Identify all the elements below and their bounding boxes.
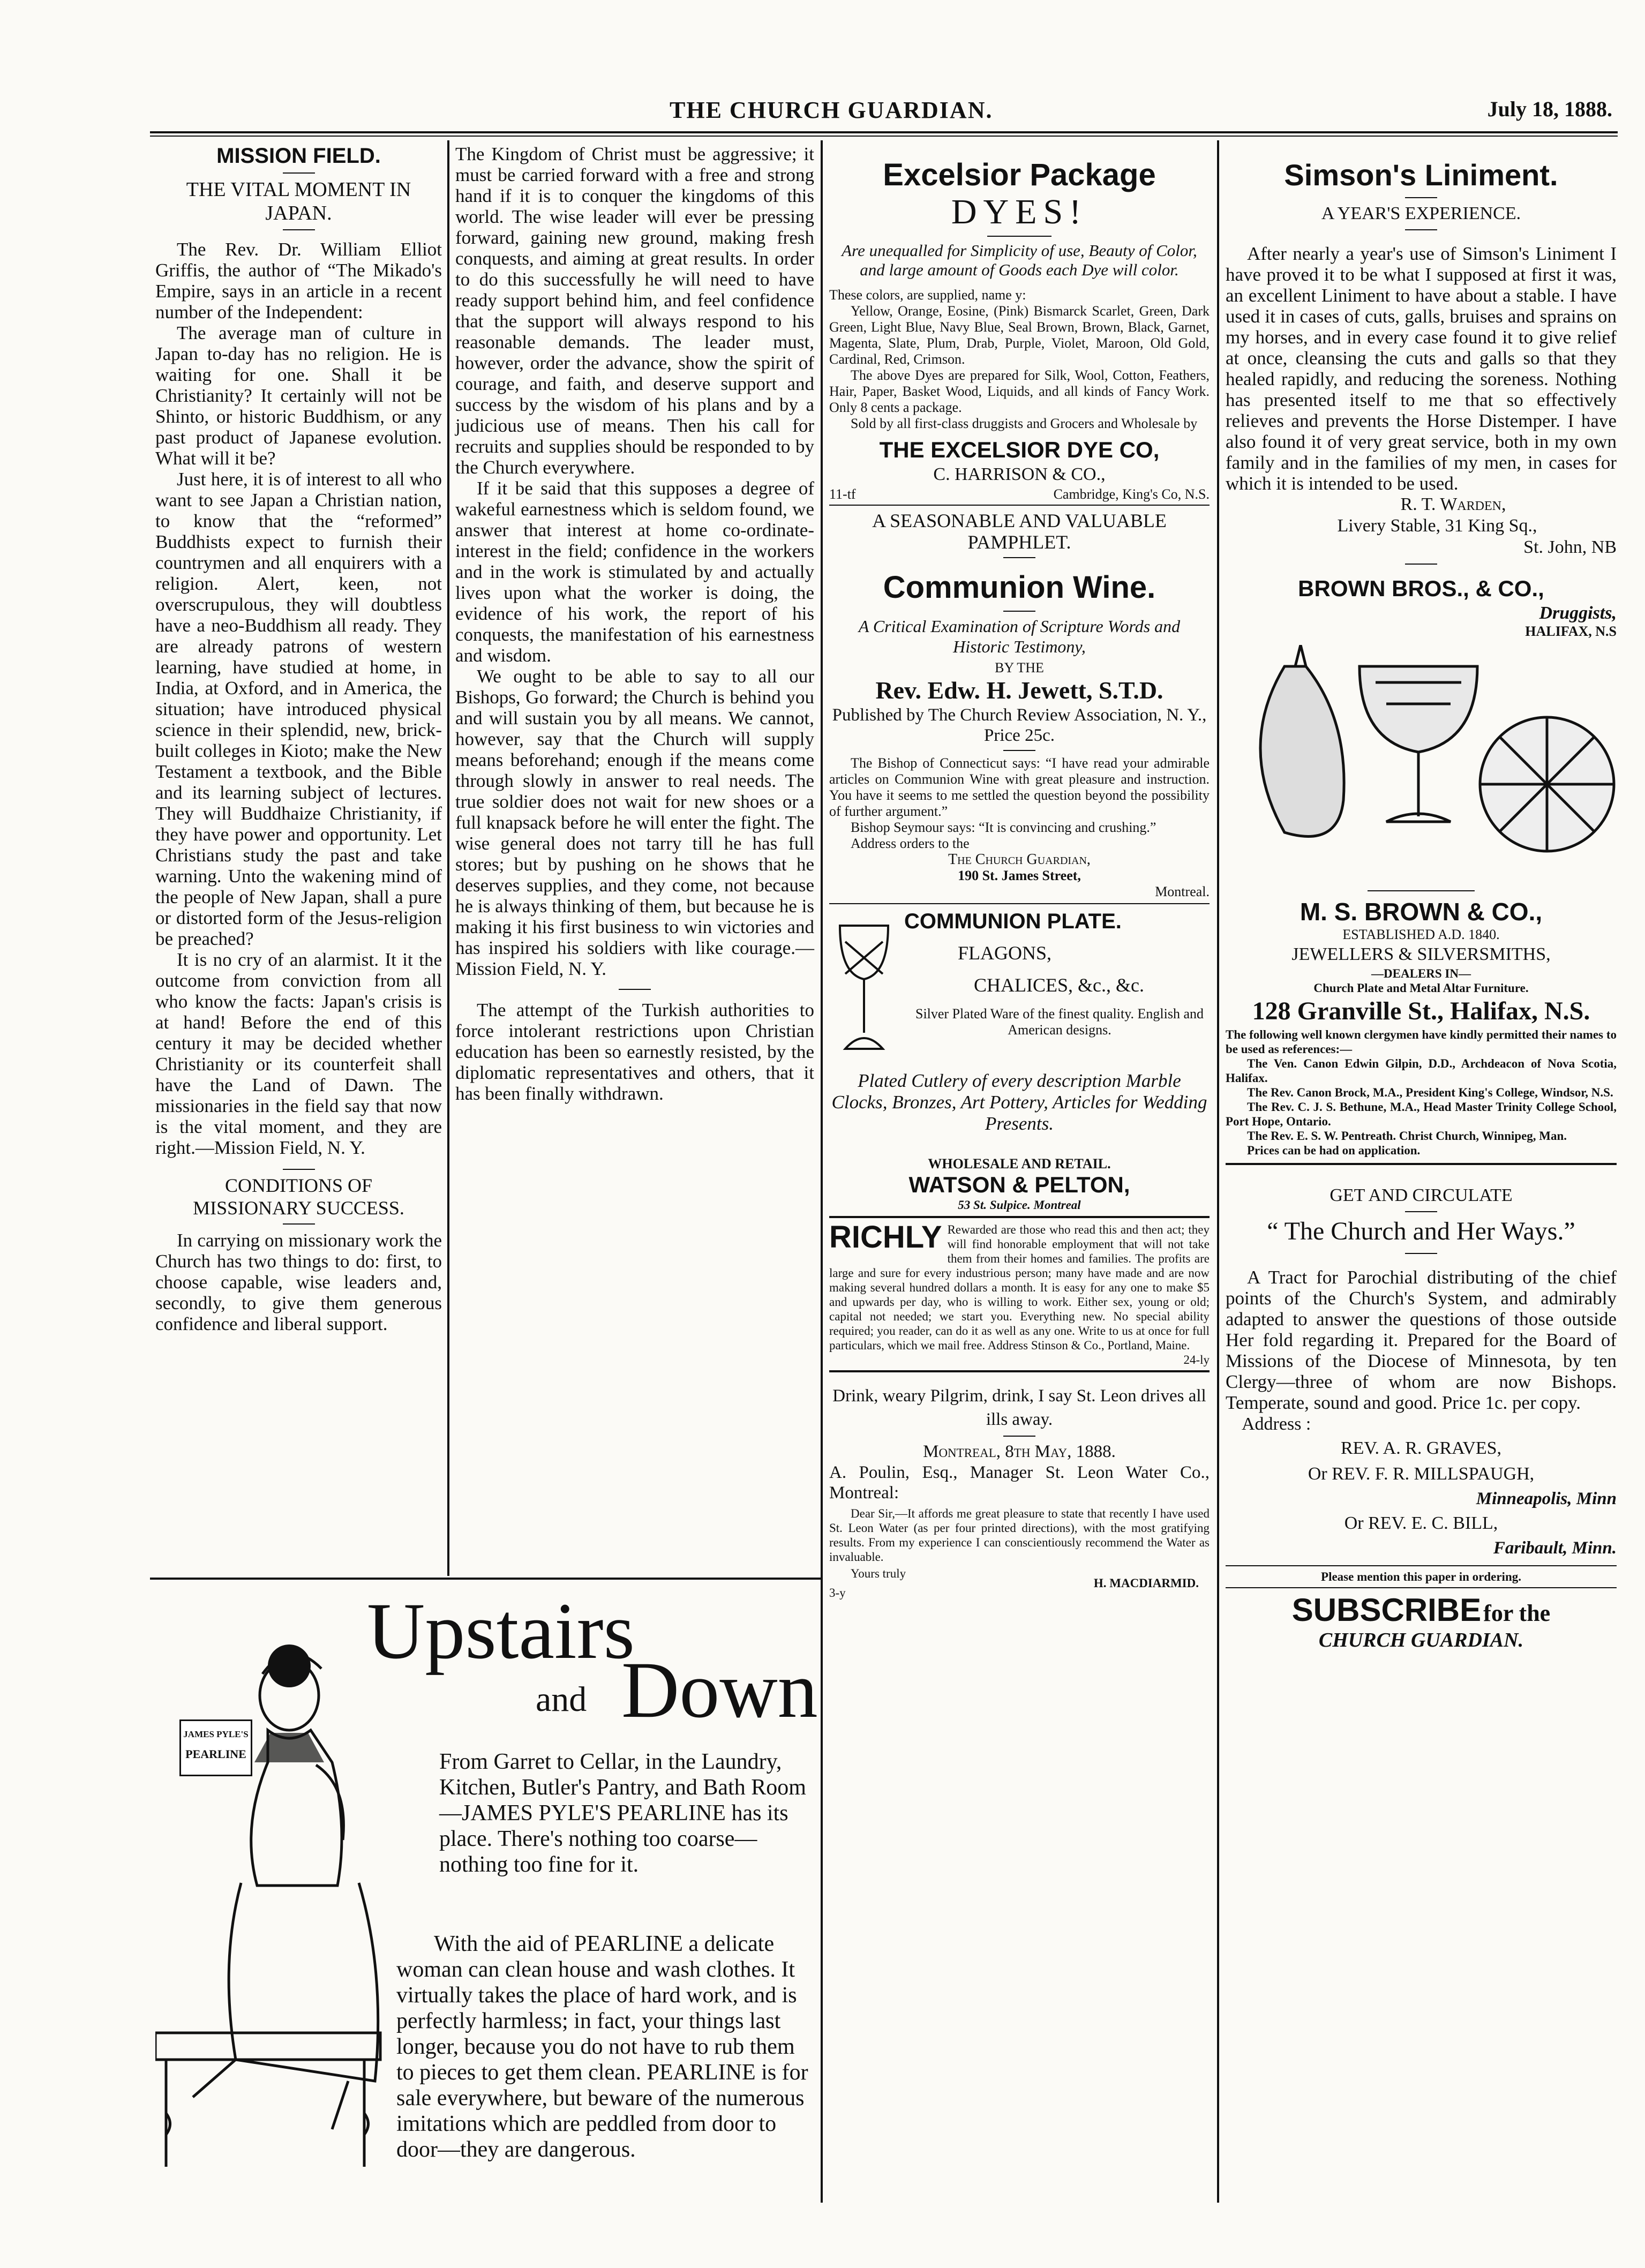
dyes-body: These colors, are supplied, name y: <box>829 287 1026 303</box>
dyes-company-2: C. HARRISON & CO., <box>933 464 1106 484</box>
dyes-tagline: Are unequalled for Simplicity of use, Beauty of Color, and large amount of Goods each Dye will color. <box>842 241 1197 279</box>
box-label-1: JAMES PYLE'S <box>183 1729 249 1739</box>
rule <box>1003 750 1035 751</box>
col-rule-2 <box>821 140 823 2203</box>
wine-publisher: Published by The Church Review Association, N. Y., Price 25c. <box>832 705 1207 745</box>
wine-body: Address orders to the <box>851 836 970 851</box>
column-2 <box>455 144 814 1104</box>
rule <box>829 1370 1210 1372</box>
rule <box>1405 197 1437 198</box>
pearline-advertisement <box>150 1583 820 2215</box>
wine-guardian: The Church Guardian, <box>948 851 1091 868</box>
msbrown-trade: JEWELLERS & SILVERSMITHS, <box>1291 944 1551 964</box>
rule <box>283 1223 315 1225</box>
header-rule <box>150 131 1618 133</box>
rule <box>829 1216 1210 1218</box>
wine-body: The Bishop of Connecticut says: “I have read your admirable articles on Communion Wine with great pleasure and instruction. You have it seems to me settled the question beyond the possibility of further argument.” <box>829 755 1210 819</box>
article-paragraph: It is no cry of an alarmist. It it the outcome from conviction from all who know the facts: Japan's crisis is at hand! Before the end of this century it may be decided whether Christianity or its counterfeit shall have the Land of Dawn. The missionaries in the field say that now is the vital moment, and they are right.—Mission Field, N. Y. <box>155 949 442 1158</box>
brown-druggists: Druggists, <box>1539 603 1617 623</box>
pearline-box <box>179 1719 252 1776</box>
wine-city: Montreal. <box>1155 884 1210 899</box>
wine-title: Communion Wine. <box>883 570 1156 605</box>
rule <box>1003 611 1035 612</box>
chalice-icon <box>835 920 893 1054</box>
woman-illustration <box>155 1615 434 2177</box>
liniment-signature-2: Livery Stable, 31 King Sq., <box>1337 516 1537 536</box>
subscribe-word: SUBSCRIBE <box>1291 1592 1482 1628</box>
leon-date: Montreal, 8th May, 1888. <box>923 1442 1116 1461</box>
leon-signature: H. MACDIARMID. <box>1093 1576 1199 1590</box>
rule <box>1405 564 1437 565</box>
liniment-signature-3: St. John, NB <box>1523 537 1617 557</box>
pearline-top-rule <box>150 1578 821 1580</box>
msbrown-ref: The Ven. Canon Edwin Gilpin, D.D., Archdeacon of Nova Scotia, Halifax. <box>1226 1057 1617 1085</box>
leon-body: Dear Sir,—It affords me great pleasure to state that recently I have used St. Leon Water (as per four printed directions), with the most gratifying results. From my experience I can conscientiously recommend the Water as invaluable. <box>829 1507 1210 1564</box>
column-4 <box>1226 144 1617 1652</box>
article-paragraph: The Kingdom of Christ must be aggressive; it must be carried forward with a free and strong hand if it is to conquer the kingdoms of this world. The wise leader will ever be pressing forward, gaining new ground, making fresh conquests, and aiming at great results. In order to do this successfully he will need to have ready support behind him, and feel confidence that the support will always respond to his reasonable demands. The leader must, however, order the advance, show the spirit of courage, and faith, and deserve support and success by the wisdom of his plans and by a judicious use of means. Then his call for recruits and supplies should be responded to by the Church everywhere. <box>455 144 814 478</box>
dyes-company: THE EXCELSIOR DYE CO, <box>879 437 1160 462</box>
header-rule-2 <box>150 136 1618 137</box>
rule <box>829 903 1210 904</box>
msbrown-ref: The Rev. E. S. W. Pentreath. Christ Church, Winnipeg, Man. <box>1247 1129 1567 1143</box>
tract-heading: GET AND CIRCULATE <box>1329 1185 1513 1205</box>
richly-code: 24-ly <box>1183 1353 1210 1366</box>
article-paragraph: The average man of culture in Japan to-day has no religion. He is waiting for one. Shall it be Christianity? It certainly will not be Shinto, or historic Buddhism, or any past product of Japanese evolution. What will it be? <box>155 322 442 469</box>
page-header <box>155 96 1612 129</box>
article-paragraph: The Rev. Dr. William Elliot Griffis, the author of “The Mikado's Empire, says in an article in a recent number of the Independent: <box>155 239 442 322</box>
liniment-signature: R. T. Warden, <box>1400 494 1506 514</box>
tract-address-label: Address : <box>1242 1414 1311 1434</box>
article-paragraph: If it be said that this supposes a degree of wakeful earnestness which is seldom found, we answer that interest at home co-ordinate-interest in the field; confidence in the workers and in the work is stimulated by and actually lives upon what the worker is doing, the evidence of his work, the report of his conquests, the manifestation of his earnestness and wisdom. <box>455 478 814 666</box>
plate-address: 53 St. Sulpice. Montreal <box>958 1198 1081 1212</box>
richly-word: RICHLY <box>829 1220 942 1255</box>
wine-subtitle: A Critical Examination of Scripture Words and Historic Testimony, <box>858 617 1181 656</box>
and-word: and <box>536 1680 587 1719</box>
tract-address-2-city: Minneapolis, Minn <box>1476 1489 1617 1508</box>
msbrown-ref: Prices can be had on application. <box>1247 1144 1421 1157</box>
column-3 <box>829 144 1210 1600</box>
msbrown-company: M. S. BROWN & CO., <box>1300 898 1543 926</box>
article-paragraph: We ought to be able to say to all our Bishops, Go forward; the Church is behind you and will sustain you by all means. We cannot, however, say that the Church will supply means beforehand; enough if the means come through slowly in answer to real needs. The true soldier does not wait for new shoes or a full knapsack before he will enter the fight. The wise general does not tarry till he has full stores; but by pushing on he shows that he deserves supplies, and they come, not because he is always thinking of them, but because he is making it his first business to win victories and has inspired his soldiers with like courage.—Mission Field, N. Y. <box>455 666 814 979</box>
tract-body: A Tract for Parochial distributing of the chief points of the Church's System, and admirably adapted to answer the questions of those outside Her fold regarding it. Prepared for the Board of Missions of the Diocese of Minnesota, by ten Clergy—three of whom are now Bishops. Temperate, sound and good. Price 1c. per copy. <box>1226 1267 1617 1413</box>
box-label-2: PEARLINE <box>185 1747 246 1761</box>
msbrown-items: Church Plate and Metal Altar Furniture. <box>1313 981 1529 995</box>
article-title: CONDITIONS OF MISSIONARY SUCCESS. <box>193 1175 404 1219</box>
upstairs-headline: Upstairs <box>367 1587 635 1676</box>
rule <box>1226 1163 1617 1165</box>
plate-company: WATSON & PELTON, <box>908 1172 1130 1197</box>
col-rule-3 <box>1217 140 1219 2203</box>
plate-italic: Plated Cutlery of every description Marble Clocks, Bronzes, Art Pottery, Articles for Wedding Presents. <box>831 1070 1207 1134</box>
rule <box>1226 1565 1617 1566</box>
plate-line-3: Silver Plated Ware of the finest quality. English and American designs. <box>915 1006 1204 1038</box>
down-headline: Down <box>621 1646 818 1734</box>
article-paragraph: Just here, it is of interest to all who want to see Japan a Christian nation, to know that the “reformed” Buddhists expect to furnish their countrymen and all enquirers with a religion. Alert, keen, not overscrupulous, they will doubtless have a neo-Buddhism all ready. They are already patrons of western learning, have studied at home, in India, at Oxford, and in America, the situation; have introduced physical science in their splendid, new, brick-built colleges in Kioto; make the New Testament a textbook, and the Bible and its learning subject of lectures. They will Buddhaize Christianity, if they have power and opportunity. Let Christians study the past and take warning. Unto the wakening mind of the people of New Japan, shall a pure or distorted form of the Jesus-religion be preached? <box>155 469 442 949</box>
leon-title: Drink, weary Pilgrim, drink, I say St. Leon drives all ills away. <box>832 1386 1206 1429</box>
richly-body: Rewarded are those who read this and then act; they will find honorable employment that will not take them from their homes and families. The profits are large and sure for every industrious person; many have made and are now making several hundred dollars a month. It is easy for any one to make $5 and upwards per day, who is willing to work. Either sex, young or old; capital not needed; we start you. Everything new. No special ability required; you reader, can do it as well as any one. Write to us at once for full particulars, which we mail free. Address Stinson & Co., Portland, Maine. <box>829 1223 1210 1352</box>
dyes-body: Yellow, Orange, Eosine, (Pink) Bismarck Scarlet, Green, Dark Green, Light Blue, Navy Blue, Seal Brown, Brown, Black, Garnet, Magenta, Slate, Plum, Drab, Purple, Violet, Maroon, Old Gold, Cardinal, Red, Crimson. <box>829 303 1210 367</box>
rule <box>1226 1587 1617 1588</box>
leon-signature-row <box>829 1564 1210 1590</box>
plate-wholesale: WHOLESALE AND RETAIL. <box>928 1156 1111 1171</box>
msbrown-dealers: —DEALERS IN— <box>1371 967 1471 980</box>
rule <box>619 989 651 990</box>
msbrown-established: ESTABLISHED A.D. 1840. <box>1342 927 1500 942</box>
brown-city: HALIFAX, N.S <box>1525 624 1617 639</box>
dyes-title: Excelsior Package <box>883 157 1156 192</box>
richly-ad <box>829 1222 1210 1367</box>
leon-code: 3-y <box>829 1586 846 1599</box>
rule <box>1003 557 1035 558</box>
subscribe-paper: CHURCH GUARDIAN. <box>1318 1629 1524 1651</box>
plate-line-1: FLAGONS, <box>958 942 1052 964</box>
masthead-title: THE CHURCH GUARDIAN. <box>670 97 993 123</box>
rule <box>829 505 1210 506</box>
dyes-body: Sold by all first-class druggists and Grocers and Wholesale by <box>851 416 1198 431</box>
subscribe-row <box>1226 1591 1617 1628</box>
article-paragraph: In carrying on missionary work the Church has two things to do: first, to choose capable, wise leaders and, secondly, to give them generous confidence and liberal support. <box>155 1230 442 1334</box>
dyes-big: DYES! <box>951 192 1088 231</box>
article-paragraph: The attempt of the Turkish authorities to force intolerant restrictions upon Christian education has been so earnestly resisted, by the diplomatic representatives and others, that it has been finally withdrawn. <box>455 1000 814 1104</box>
rule <box>283 1169 315 1170</box>
plate-line-2: CHALICES, &c., &c. <box>974 974 1144 996</box>
wine-author: Rev. Edw. H. Jewett, S.T.D. <box>875 677 1163 704</box>
rule <box>1405 1211 1437 1212</box>
msbrown-address: 128 Granville St., Halifax, N.S. <box>1252 997 1590 1025</box>
liniment-subtitle: A YEAR'S EXPERIENCE. <box>1321 204 1521 223</box>
liniment-body: After nearly a year's use of Simson's Liniment I have proved it to be what I supposed at first it was, an excellent Liniment to have about a stable. I have used it in cases of cuts, galls, bruises and sprains on my horses, and in every case found it to give relief at once, cleansing the cuts and galls so that they healed rapidly, and reducing the soreness. Nothing has presented itself to me that so effectively relieves and prevents the Horse Distemper. I have also found it of very great service, both in my own family and in the families of my men, in cases for which it is intended to be used. <box>1226 243 1617 494</box>
liniment-title: Simson's Liniment. <box>1284 158 1558 192</box>
wine-body: Bishop Seymour says: “It is convincing and crushing.” <box>851 820 1156 835</box>
col-rule-1 <box>447 140 449 1576</box>
dyes-body: The above Dyes are prepared for Silk, Wool, Cotton, Feathers, Hair, Paper, Basket Wood, Liquids, and all kinds of Fancy Work. Only 8 cents a package. <box>829 367 1210 415</box>
rule <box>1405 229 1437 230</box>
subscribe-for: for the <box>1483 1600 1551 1626</box>
rule <box>283 229 315 230</box>
mission-field-heading: MISSION FIELD. <box>216 144 381 168</box>
tract-address-3-city: Faribault, Minn. <box>1493 1538 1617 1558</box>
communion-plate-ad <box>829 910 1210 1210</box>
msbrown-ref: The Rev. Canon Brock, M.A., President King's College, Windsor, N.S. <box>1247 1086 1613 1099</box>
dyes-address: Cambridge, King's Co, N.S. <box>1053 486 1210 502</box>
tract-address-2: Or REV. F. R. MILLSPAUGH, <box>1308 1464 1535 1484</box>
tract-address-1: REV. A. R. GRAVES, <box>1340 1438 1502 1458</box>
issue-date: July 18, 1888. <box>1487 97 1612 121</box>
leon-yours: Yours truly <box>851 1567 906 1580</box>
rule <box>1368 890 1475 891</box>
rule <box>1003 1436 1035 1437</box>
dyes-code: 11-tf <box>829 486 856 502</box>
msbrown-ref: The Rev. C. J. S. Bethune, M.A., Head Master Trinity College School, Port Hope, Ontario. <box>1226 1100 1617 1128</box>
pearline-text-2: With the aid of PEARLINE a delicate woman can clean house and wash clothes. It virtually takes the place of hard work, and is perfectly harmless; in fact, your things last longer, because you do not have to rub them to pieces to get them clean. PEARLINE is for sale everywhere, but beware of the numerous imitations which are peddled from door to door—they are dangerous. <box>396 1932 808 2162</box>
brown-bros: BROWN BROS., & CO., <box>1298 576 1544 601</box>
pamphlet-title: A SEASONABLE AND VALUABLE PAMPHLET. <box>872 510 1167 553</box>
msbrown-ref: The following well known clergymen have kindly permitted their names to be used as references:— <box>1226 1028 1617 1056</box>
dyes-address-row <box>829 485 1210 505</box>
article-title: THE VITAL MOMENT IN JAPAN. <box>186 178 411 224</box>
rule <box>283 172 315 174</box>
wine-street: 190 St. James Street, <box>958 868 1081 883</box>
tract-title: “ The Church and Her Ways.” <box>1267 1217 1575 1245</box>
column-1 <box>155 144 442 1334</box>
tract-address-3: Or REV. E. C. BILL, <box>1344 1513 1498 1533</box>
mention-paper: Please mention this paper in ordering. <box>1321 1570 1521 1583</box>
pearline-text-1: From Garret to Cellar, in the Laundry, Kitchen, Butler's Pantry, and Bath Room—JAMES PYLE'S PEARLINE has its place. There's nothing too coarse—nothing too fine for it. <box>439 1749 806 1877</box>
rule <box>987 236 1051 237</box>
leon-to: A. Poulin, Esq., Manager St. Leon Water Co., Montreal: <box>829 1463 1210 1503</box>
rule <box>1405 1253 1437 1254</box>
wine-by: BY THE <box>995 660 1044 675</box>
plate-title: COMMUNION PLATE. <box>904 910 1122 933</box>
glassware-illustration <box>1226 645 1617 881</box>
